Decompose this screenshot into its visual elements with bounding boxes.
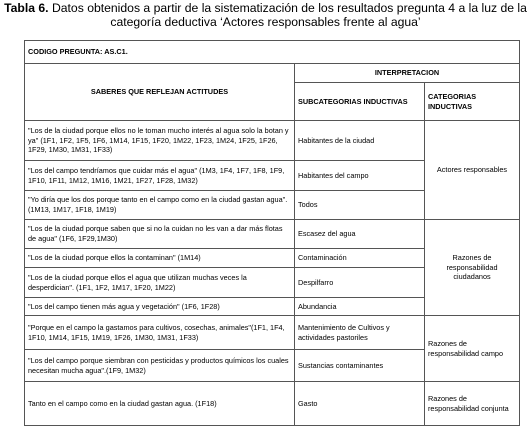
category-cell: Razones de responsabilidad conjunta (425, 382, 520, 426)
table-row (25, 220, 520, 249)
category-cell: Razones de responsabilidad ciudadanos (425, 220, 520, 316)
saber-cell: "Los de la ciudad porque ellos la contaminan" (1M14) (25, 249, 295, 268)
table-caption (0, 1, 531, 29)
saber-cell: "Los del campo porque siembran con pesticidas y productos químicos los cuales necesitan mucha agua".(1F9, 1M32) (25, 350, 295, 382)
subcategory-cell: Mantenimiento de Cultivos y actividades pastoriles (295, 316, 425, 350)
categorias-header: CATEGORIAS INDUCTIVAS (425, 83, 520, 121)
saber-cell: "Los de la ciudad porque ellos no le toman mucho interés al agua solo la botan y ya" (1F1, 1F2, 1F5, 1F6, 1M14, 1F15, 1F20, 1M22, 1F23, 1M24, 1F25, 1F26, 1F29, 1M30, 1M31, 1F33) (25, 121, 295, 161)
caption-text: Datos obtenidos a partir de la sistematización de los resultados pregunta 4 a la luz de la categoría deductiva ‘Actores responsables frente al agua’ (48, 1, 527, 29)
subcategory-cell: Abundancia (295, 298, 425, 316)
subcategory-cell: Despilfarro (295, 268, 425, 298)
saber-cell: "Los de la ciudad porque saben que si no la cuidan no les van a dar más flotas de agua" (1F6, 1F29,1M30) (25, 220, 295, 249)
question-code: CODIGO PREGUNTA: AS.C1. (25, 41, 520, 64)
table-row (25, 316, 520, 350)
subcategory-cell: Escasez del agua (295, 220, 425, 249)
subcategory-cell: Habitantes del campo (295, 161, 425, 191)
saber-cell: "Yo diría que los dos porque tanto en el campo como en la ciudad gastan agua". (1M13, 1M17, 1F18, 1M19) (25, 191, 295, 220)
saber-cell: "Porque en el campo la gastamos para cultivos, cosechas, animales"(1F1, 1F4, 1F10, 1M14, 1F15, 1M19, 1F26, 1M30, 1M31, 1F33) (25, 316, 295, 350)
subcategory-cell: Todos (295, 191, 425, 220)
saber-cell: "Los del campo tendríamos que cuidar más el agua" (1M3, 1F4, 1F7, 1F8, 1F9, 1F10, 1F11, 1M12, 1M16, 1M21, 1F27, 1F28, 1M32) (25, 161, 295, 191)
subcategorias-header: SUBCATEGORIAS INDUCTIVAS (295, 83, 425, 121)
table-row (25, 382, 520, 426)
saberes-header: SABERES QUE REFLEJAN ACTITUDES (25, 64, 295, 121)
subcategory-cell: Sustancias contaminantes (295, 350, 425, 382)
saber-cell: "Los de la ciudad porque ellos el agua que utilizan muchas veces la desperdician". (1F1, 1F2, 1M17, 1F20, 1M22) (25, 268, 295, 298)
saber-cell: "Los del campo tienen más agua y vegetación" (1F6, 1F28) (25, 298, 295, 316)
interpretacion-header: INTERPRETACION (295, 64, 520, 83)
category-cell: Actores responsables (425, 121, 520, 220)
code-row (25, 41, 520, 64)
saber-cell: Tanto en el campo como en la ciudad gastan agua. (1F18) (25, 382, 295, 426)
table-row (25, 121, 520, 161)
subcategory-cell: Contaminación (295, 249, 425, 268)
header-row-1 (25, 64, 520, 83)
caption-label: Tabla 6. (4, 1, 49, 15)
subcategory-cell: Gasto (295, 382, 425, 426)
category-cell: Razones de responsabilidad campo (425, 316, 520, 382)
subcategory-cell: Habitantes de la ciudad (295, 121, 425, 161)
results-table (24, 40, 520, 426)
